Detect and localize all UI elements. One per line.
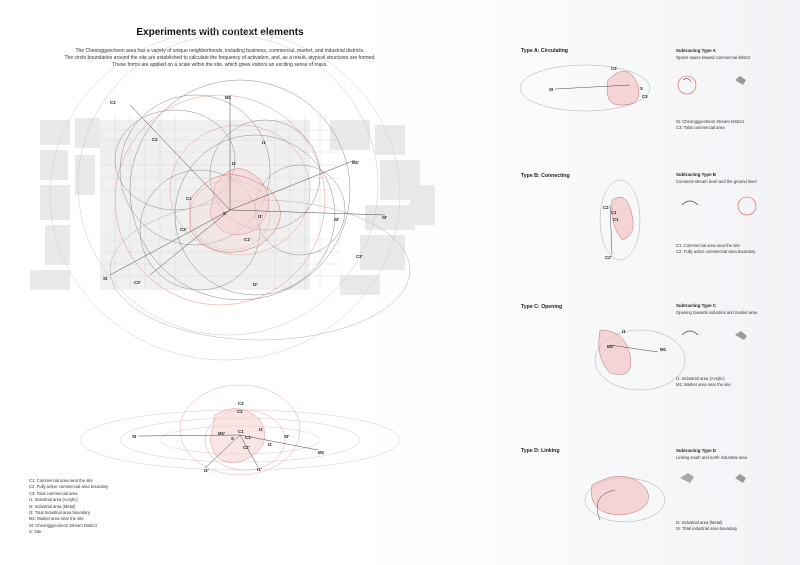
- overview-label: S: [231, 436, 234, 441]
- note-line: M1: Market area near the site: [676, 382, 731, 388]
- overview-label: C1: [238, 429, 244, 434]
- map-label: I1: [262, 140, 266, 145]
- type-d-notes: [676, 520, 737, 532]
- note-line: SI: Total industrial area boundary: [676, 526, 738, 532]
- map-label: M1': [352, 160, 360, 165]
- type-b-sub-desc: Connects stream level and the ground level: [676, 179, 757, 184]
- overview-label: C1': [245, 435, 252, 440]
- type-b-label: C1: [611, 210, 617, 215]
- type-c-sub-desc: Opening towards industrial and market area: [676, 310, 758, 315]
- type-b-sub-title: Subtracting Type B: [676, 172, 716, 177]
- type-c-label: M1': [607, 344, 615, 349]
- map-label: SI': [382, 215, 388, 220]
- type-c-title: Type C: Opening: [521, 304, 563, 310]
- overview-label: C3: [238, 401, 244, 406]
- intro-line: The circle boundaries around the site are established to calculate the frequency of activation, and, as a result, atypical structures are formed.: [64, 55, 376, 61]
- type-d-title: Type D: Linking: [521, 448, 560, 454]
- type-b-notes: [676, 243, 755, 255]
- map-label: C3': [356, 254, 363, 259]
- map-label: C1: [186, 196, 192, 201]
- type-d-diagram: [585, 473, 746, 522]
- note-line: SI: Cheonggyecheon Stream District: [676, 119, 744, 124]
- overview-label: M1': [218, 431, 226, 436]
- intro-line: These forms are applied on a scale within the site, which gives visitors an exciting sense of mass.: [112, 62, 328, 68]
- overview-label: I1': [257, 467, 262, 472]
- map-label: C3': [134, 280, 141, 285]
- legend-item: SI: Cheonggyecheon Stream District: [29, 522, 97, 528]
- overview-label: C2: [237, 409, 243, 414]
- legend-item: S: Site: [29, 529, 42, 535]
- legend-item: I2: Industrial area (Metal): [29, 503, 76, 509]
- type-b-label: C2': [605, 255, 612, 260]
- map-label: C2': [180, 227, 187, 232]
- type-a-sub-title: Subtracting Type A: [676, 48, 716, 53]
- legend-item: C1: Commercial area near the site: [29, 478, 93, 483]
- overview-label: SI': [284, 434, 290, 439]
- legend-item: I3: Total Industrial area boundary: [29, 510, 90, 516]
- type-c-notes: [676, 376, 731, 388]
- note-line: C3: Total commercial area: [676, 125, 725, 131]
- legend-item: M1: Market area near the site: [29, 516, 84, 522]
- note-line: C1: Commercial area near the site: [676, 243, 740, 248]
- type-c-label: M1: [660, 347, 667, 352]
- type-a-diagram: [520, 65, 746, 111]
- map-label: S: [223, 211, 226, 216]
- overview-label: I1: [259, 427, 263, 432]
- map-label: C2: [152, 137, 158, 142]
- map-label: M1: [225, 95, 232, 100]
- legend-item: C3: Total commercial area: [29, 490, 78, 496]
- map-label: St: [103, 276, 108, 281]
- type-d-sub-desc: Linking south and north industrial area: [676, 455, 748, 460]
- overview-label: M1: [318, 450, 325, 455]
- map-label: SI': [334, 217, 340, 222]
- note-line: I1: Industrial area (Acrylic): [676, 376, 725, 381]
- overview-label: C2': [243, 445, 250, 450]
- type-b-label: C2: [603, 205, 609, 210]
- map-label: C3: [110, 100, 116, 105]
- overview-label: I2': [204, 468, 209, 473]
- page-title: Experiments with context elements: [136, 27, 304, 38]
- type-c-label: I1: [622, 329, 626, 334]
- type-d-sub-title: Subtracting Type D: [676, 448, 716, 453]
- map-label: I2': [253, 282, 258, 287]
- type-a-label: C3: [611, 66, 617, 71]
- type-b-label: C1: [613, 217, 619, 222]
- map-label: I2: [232, 161, 236, 166]
- type-c-sub-title: Subtracting Type C: [676, 303, 716, 308]
- type-b-title: Type B: Connecting: [521, 173, 570, 179]
- legend-item: C2: Fully active commercial area boundary: [29, 484, 109, 490]
- type-a-label: SI: [549, 87, 554, 92]
- overview-label: SI: [132, 434, 137, 439]
- type-a-title: Type A: Circulating: [521, 48, 568, 54]
- note-line: C2: Fully active commercial area boundary: [676, 249, 756, 255]
- type-a-notes: [676, 119, 744, 131]
- type-a-label: S: [640, 86, 643, 91]
- legend-item: I1: Industrial area (Acrylic): [29, 497, 78, 503]
- type-a-sub-desc: Opens space toward commercial district: [676, 55, 751, 60]
- intro-line: The Cheonggyecheon area has a variety of unique neighborhoods, including business, commercial, market, and industrial districts.: [75, 48, 365, 54]
- overview-label: I2: [268, 442, 272, 447]
- map-label: I1': [258, 214, 263, 219]
- note-line: I2: Industrial area (Metal): [676, 520, 723, 525]
- legend: [29, 478, 108, 536]
- type-a-label: C3: [642, 94, 648, 99]
- map-label: C1': [244, 237, 251, 242]
